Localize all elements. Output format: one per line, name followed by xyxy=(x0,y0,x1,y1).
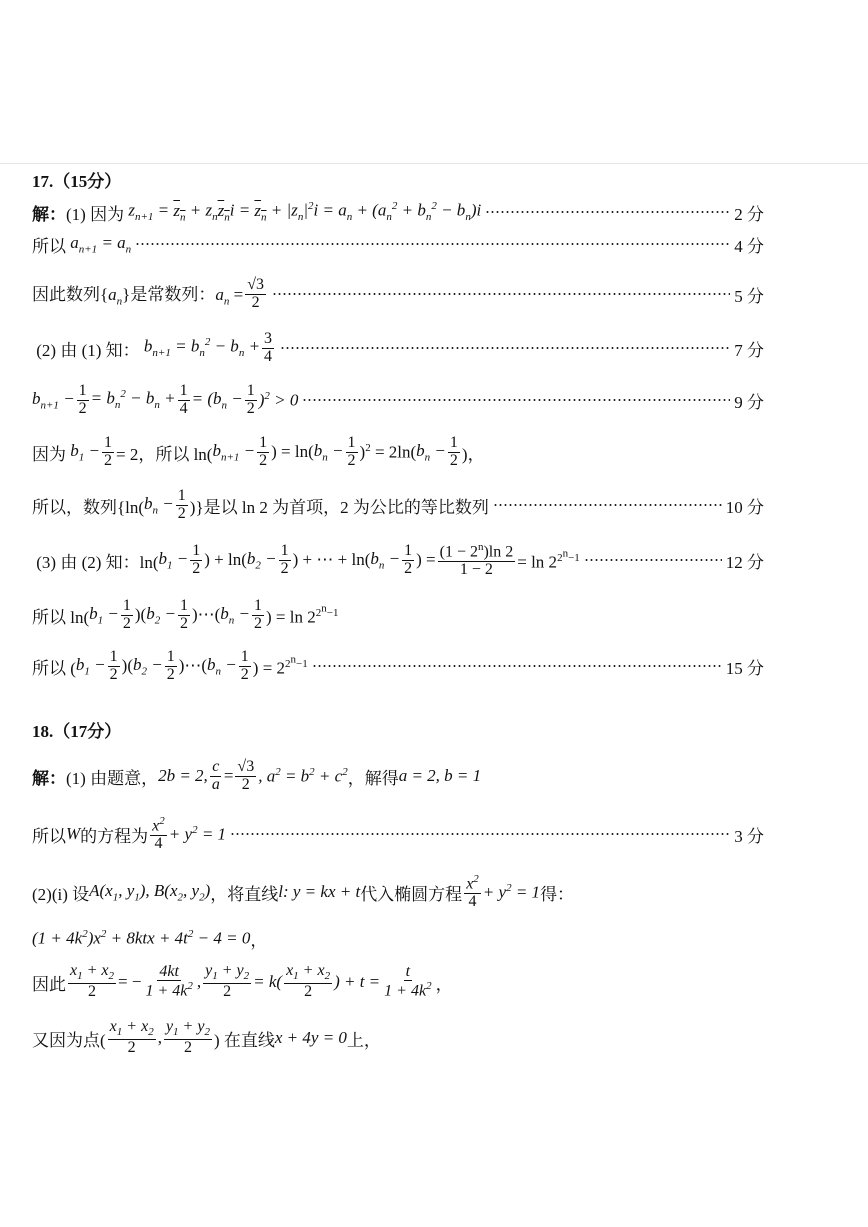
score-label: 15 分 xyxy=(725,658,764,678)
q18-header-text: 18.（17分） xyxy=(32,721,122,741)
leader-dots xyxy=(485,211,730,213)
q17-line-9: 所以 ln( $b_1$ − $\frac{1}{2}$ )( $b_2$ − $\frac{1}{2}$ )⋯( $b_n$ − $\frac{1}{2}$ ) = $\ln 2^{2^n-1}$ xyxy=(32,596,339,632)
q18-line-5: 因此 $\frac{x_1 + x_2}{2}$ = − $\frac{4kt}{1 + 4k^2}$ , $\frac{y_1 + y_2}{2}$ = k( $\frac{x_1 + x_2}{2}$ ) + t = $\frac{t}{1 + 4k^2}$ ， xyxy=(32,962,453,1000)
leader-dots xyxy=(135,243,730,245)
score-label: 10 分 xyxy=(725,497,764,517)
leader-dots xyxy=(312,665,722,667)
top-blank-area xyxy=(0,0,868,163)
q17-header-text: 17.（15分） xyxy=(32,171,122,191)
score-label: 3 分 xyxy=(734,826,764,846)
score-label: 5 分 xyxy=(734,286,764,306)
q17-header xyxy=(32,168,764,190)
score-label: 9 分 xyxy=(734,392,764,412)
q17-line-7: 所以，数列{ln( $b_n$ − $\frac{1}{2}$ )}是以 ln 2 为首项，2 为公比的等比数列 10 分 xyxy=(32,486,764,522)
score-label: 12 分 xyxy=(725,552,764,572)
q17-line-10: 所以 ( $b_1$ − $\frac{1}{2}$ )( $b_2$ − $\frac{1}{2}$ )⋯( $b_n$ − $\frac{1}{2}$ ) = $2^{2^n-1}$ 15 分 xyxy=(32,647,764,683)
page-divider xyxy=(0,163,868,164)
q18-line-1: 解： (1) 由题意， 2b = 2, $\frac{c}{a}$ = $\frac{√3}{2}$ , $a^2 = b^2 + c^2$ ，解得 a = 2, b = 1 xyxy=(32,757,482,793)
q17-line-2: 所以 $a_{n+1} = a_n$ 4 分 xyxy=(32,232,764,256)
leader-dots xyxy=(272,293,730,295)
score-label: 2 分 xyxy=(734,204,764,224)
score-label: 4 分 xyxy=(734,236,764,256)
leader-dots xyxy=(280,347,730,349)
q18-line-6: 又因为点( $\frac{x_1 + x_2}{2}$ , $\frac{y_1 + y_2}{2}$ ) 在直线 x + 4y = 0 上， xyxy=(32,1018,381,1056)
leader-dots xyxy=(584,559,722,561)
q17-line-8: (3) 由 (2) 知：ln( $b_1$ − $\frac{1}{2}$ ) + ln( $b_2$ − $\frac{1}{2}$ ) + ⋯ + ln( $b_n$ − $\frac{1}{2}$ ) = $\frac{(1 - 2^n)\ln 2}{1 - 2}$ = $\ln 2^{2^n-1}$ 12 分 xyxy=(32,540,764,578)
q18-line-4: $(1 + 4k^2)x^2 + 8ktx + 4t^2 - 4 = 0$ ， xyxy=(32,927,268,950)
q17-line-5: $b_{n+1}$ − $\frac{1}{2}$ = $b_n^2 - b_n$ + $\frac{1}{4}$ = ($b_n$ − $\frac{1}{2}$ )$^2$ > 0 9 分 xyxy=(32,381,764,417)
q17-line-3: 因此数列$\{a_n\}$是常数列：$a_n$ = $\frac{√3}{2}$ 5 分 xyxy=(32,275,764,311)
q18-line-2: 所以 W 的方程为 $\frac{x^2}{4}$ + $y^2 = 1$ 3 分 xyxy=(32,814,764,852)
q17-line-1: 解： (1) 因为 $z_{n+1} = z_n + z_nz_ni = z_n + |z_n|^2i = a_n + (a_n^2 + b_n^2 - b_n)i$ 2 分 xyxy=(32,200,764,224)
q17-line-4: (2) 由 (1) 知： $b_{n+1} = b_n^2 - b_n$ + $\frac{3}{4}$ 7 分 xyxy=(32,329,764,365)
q18-line-3: (2)(i) 设 $A(x_1$, $y_1$), $B(x_2$, $y_2$) ，将直线 l: y = kx + t 代入椭圆方程 $\frac{x^2}{4}$ + $y^2 = 1$ 得： xyxy=(32,872,575,910)
score-label: 7 分 xyxy=(734,340,764,360)
leader-dots xyxy=(302,399,730,401)
q18-header xyxy=(32,718,764,740)
q17-line-6: 因为 $b_1$ − $\frac{1}{2}$ = 2，所以 ln( $b_{n+1}$ − $\frac{1}{2}$ ) = ln( $b_n$ − $\frac{1}{2}$ )$^2$ = 2ln( $b_n$ − $\frac{1}{2}$ )， xyxy=(32,433,485,469)
leader-dots xyxy=(493,504,722,506)
leader-dots xyxy=(230,833,730,835)
